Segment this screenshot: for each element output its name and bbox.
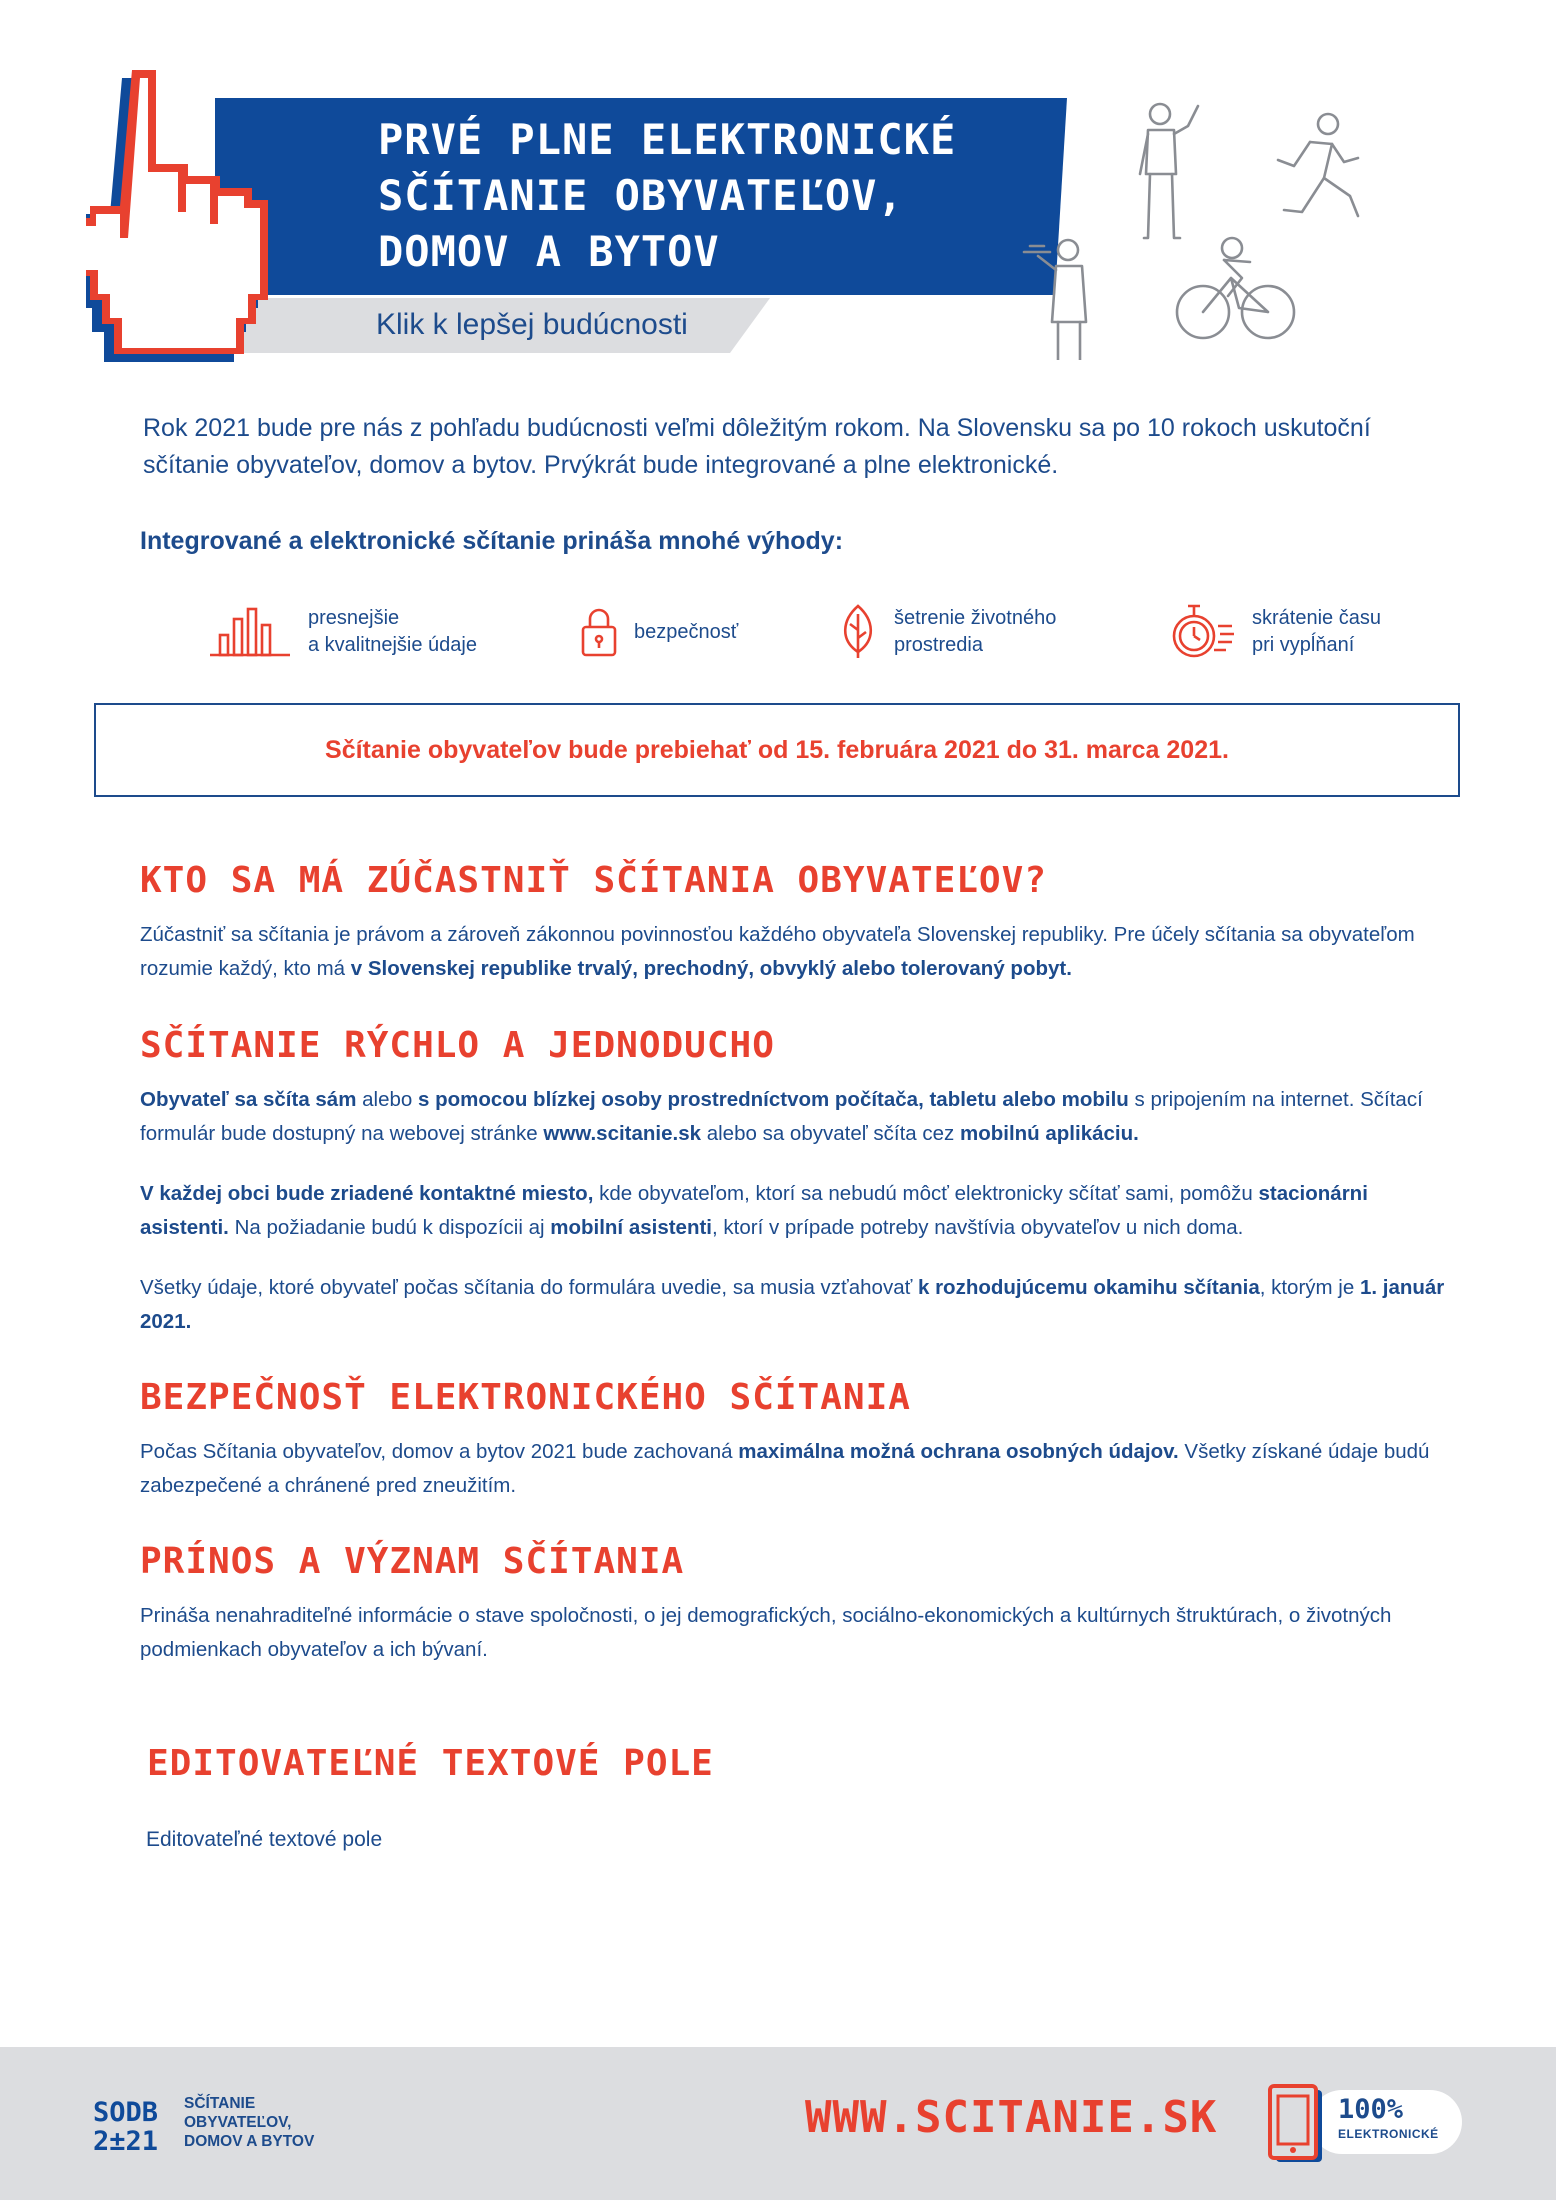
logo-mark-top: SODB [93,2097,159,2128]
stopwatch-icon [1170,602,1236,662]
section-paragraph: Obyvateľ sa sčíta sám alebo s pomocou blízkej osoby prostredníctvom počítača, tabletu alebo mobilu s pripojením na internet. Sčítací formulár bude dostupný na webovej stránke www.scitanie.sk alebo sa obyvateľ sčíta cez mobilnú aplikáciu. [140,1088,1423,1145]
pointing-hand-cursor-icon [86,70,346,370]
section-heading: BEZPEČNOSŤ ELEKTRONICKÉHO SČÍTANIA [140,1377,911,1418]
people-illustrations [1010,100,1390,360]
editable-text-field[interactable]: Editovateľné textové pole [146,1828,383,1851]
section-paragraph: Všetky údaje, ktoré obyvateľ počas sčítania do formulára uvedie, sa musia vzťahovať k rozhodujúcemu okamihu sčítania, ktorým je 1. január 2021. [140,1276,1445,1333]
waiter-person-icon [1024,240,1086,360]
badge-number: 100% [1338,2094,1404,2125]
section-heading: KTO SA MÁ ZÚČASTNIŤ SČÍTANIA OBYVATEĽOV? [140,860,1047,901]
running-person-icon [1278,114,1358,216]
benefit-security [580,597,738,667]
sodb-logo-icon [93,2095,177,2155]
badge-label: ELEKTRONICKÉ [1338,2127,1439,2141]
benefit-label: skrátenie času pri vypĺňaní [1252,607,1381,656]
lock-icon [580,605,618,659]
section-heading: PRÍNOS A VÝZNAM SČÍTANIA [140,1541,685,1582]
date-notice-text: Sčítanie obyvateľov bude prebiehať od 15. februára 2021 do 31. marca 2021. [325,735,1229,764]
hero-title-line: DOMOV A BYTOV [378,227,720,276]
benefit-label: bezpečnosť [634,620,739,643]
hero-title-line: SČÍTANIE OBYVATEĽOV, [378,171,904,220]
editable-heading: EDITOVATEĽNÉ TEXTOVÉ POLE [147,1743,714,1784]
benefit-label: šetrenie životného prostredia [894,607,1057,656]
section-heading: SČÍTANIE RÝCHLO A JEDNODUCHO [140,1025,775,1066]
logo-mark-bottom: 2±21 [93,2126,159,2155]
footer-logo-text: SČÍTANIE OBYVATEĽOV, DOMOV A BYTOV [184,2095,315,2150]
tablet-icon [1268,2084,1330,2166]
section-paragraph: V každej obci bude zriadené kontaktné miesto, kde obyvateľom, ktorí sa nebudú môcť elektronicky sčítať sami, pomôžu stacionárni asistenti. Na požiadanie budú k dispozícii aj mobilní asistenti, ktorí v prípade potreby navštívia obyvateľov u nich doma. [140,1182,1368,1239]
section-paragraph: Zúčastniť sa sčítania je právom a zároveň zákonnou povinnosťou každého obyvateľa Slovenskej republiky. Pre účely sčítania sa obyvateľom rozumie každý, kto má v Slovenskej republike trvalý, prechodný, obvyklý alebo tolerovaný pobyt. [140,923,1415,980]
footer-url-link[interactable]: WWW.SCITANIE.SK [805,2092,1218,2143]
benefit-accuracy [208,597,477,667]
section-paragraph: Prináša nenahraditeľné informácie o stave spoločnosti, o jej demografických, sociálno-ekonomických a kultúrnych štruktúrach, o životných podmienkach obyvateľov a ich bývaní. [140,1604,1392,1661]
leaf-icon [838,604,878,660]
waving-person-icon [1140,104,1198,238]
hero-title [378,112,1018,280]
hero-subtitle: Klik k lepšej budúcnosti [376,308,688,341]
hero-title-line: PRVÉ PLNE ELEKTRONICKÉ [378,115,957,164]
cyclist-icon [1177,238,1294,338]
intro-paragraph: Rok 2021 bude pre nás z pohľadu budúcnosti veľmi dôležitým rokom. Na Slovensku sa po 10 rokoch uskutoční sčítanie obyvateľov, domov a bytov. Prvýkrát bude integrované a plne elektronické. [143,414,1371,479]
benefit-label: presnejšie a kvalitnejšie údaje [308,607,477,656]
bar-chart-icon [208,605,292,659]
benefit-time [1170,597,1381,667]
section-paragraph: Počas Sčítania obyvateľov, domov a bytov 2021 bude zachovaná maximálna možná ochrana osobných údajov. Všetky získané údaje budú zabezpečené a chránené pred zneužitím. [140,1440,1430,1497]
benefits-title: Integrované a elektronické sčítanie prináša mnohé výhody: [140,527,844,555]
date-notice-box [94,703,1460,797]
benefit-environment [838,597,1056,667]
